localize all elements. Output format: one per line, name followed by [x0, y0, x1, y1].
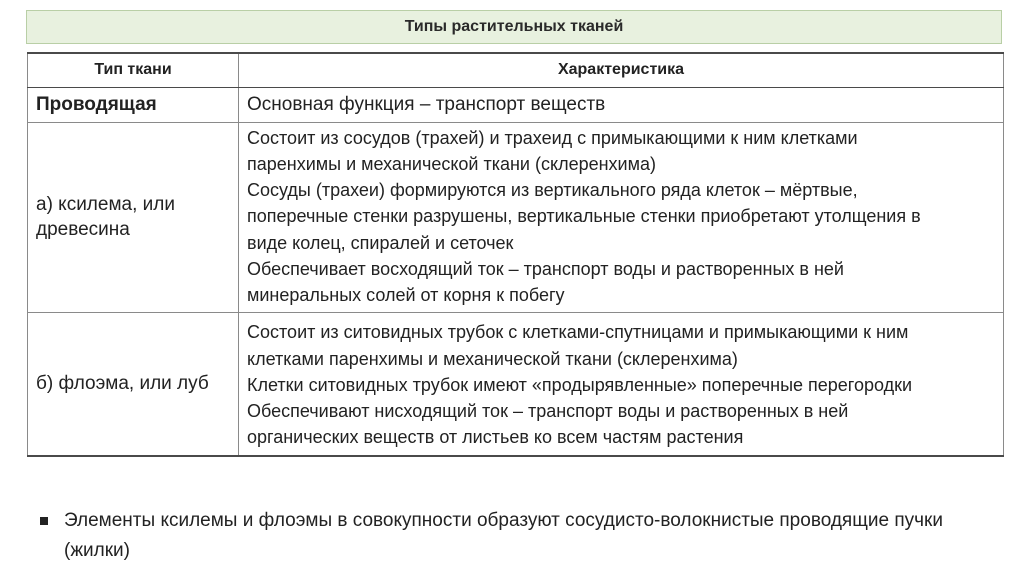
- characteristic-line: Обеспечивают нисходящий ток – транспорт воды и растворенных в ней: [247, 401, 849, 422]
- characteristic-line: органических веществ от листьев ко всем частям растения: [247, 427, 744, 448]
- bullet-icon: [40, 517, 48, 525]
- characteristic-line: минеральных солей от корня к побегу: [247, 285, 565, 306]
- characteristic-line: Сосуды (трахеи) формируются из вертикального ряда клеток – мёртвые,: [247, 180, 858, 201]
- table-row-xylem: [28, 122, 1004, 313]
- header-tissue-type: Тип ткани: [28, 53, 239, 87]
- table-row-conducting: [28, 87, 1004, 122]
- characteristic-cell: [239, 87, 1004, 122]
- header-characteristic: Характеристика: [239, 53, 1004, 87]
- tissue-type-cell: Проводящая: [28, 87, 239, 122]
- characteristic-line: виде колец, спиралей и сеточек: [247, 232, 514, 253]
- table-header-row: [28, 53, 1004, 87]
- tissue-table: [27, 52, 1004, 457]
- characteristic-line: клетками паренхимы и механической ткани (склеренхима): [247, 348, 738, 369]
- summary-note-text: Элементы ксилемы и флоэмы в совокупности образуют сосудисто-волокнистые проводящие пучки (жилки): [64, 510, 943, 562]
- characteristic-line: Клетки ситовидных трубок имеют «продырявленные» поперечные перегородки: [247, 374, 913, 395]
- characteristic-cell: [239, 313, 1004, 456]
- tissue-type-cell: а) ксилема, или древесина: [28, 122, 239, 313]
- tissue-type-cell: б) флоэма, или луб: [28, 313, 239, 456]
- characteristic-line: поперечные стенки разрушены, вертикальные стенки приобретают утолщения в: [247, 206, 921, 227]
- characteristic-line: паренхимы и механической ткани (склеренхима): [247, 153, 656, 174]
- table-row-phloem: [28, 313, 1004, 456]
- characteristic-line: Состоит из сосудов (трахей) и трахеид с примыкающими к ним клетками: [247, 127, 858, 148]
- characteristic-line: Обеспечивает восходящий ток – транспорт воды и растворенных в ней: [247, 258, 844, 279]
- summary-note: [40, 506, 1000, 567]
- characteristic-line: Основная функция – транспорт веществ: [247, 93, 606, 115]
- characteristic-cell: [239, 122, 1004, 313]
- table-title: Типы растительных тканей: [26, 10, 1002, 44]
- characteristic-line: Состоит из ситовидных трубок с клетками-спутницами и примыкающими к ним: [247, 322, 909, 343]
